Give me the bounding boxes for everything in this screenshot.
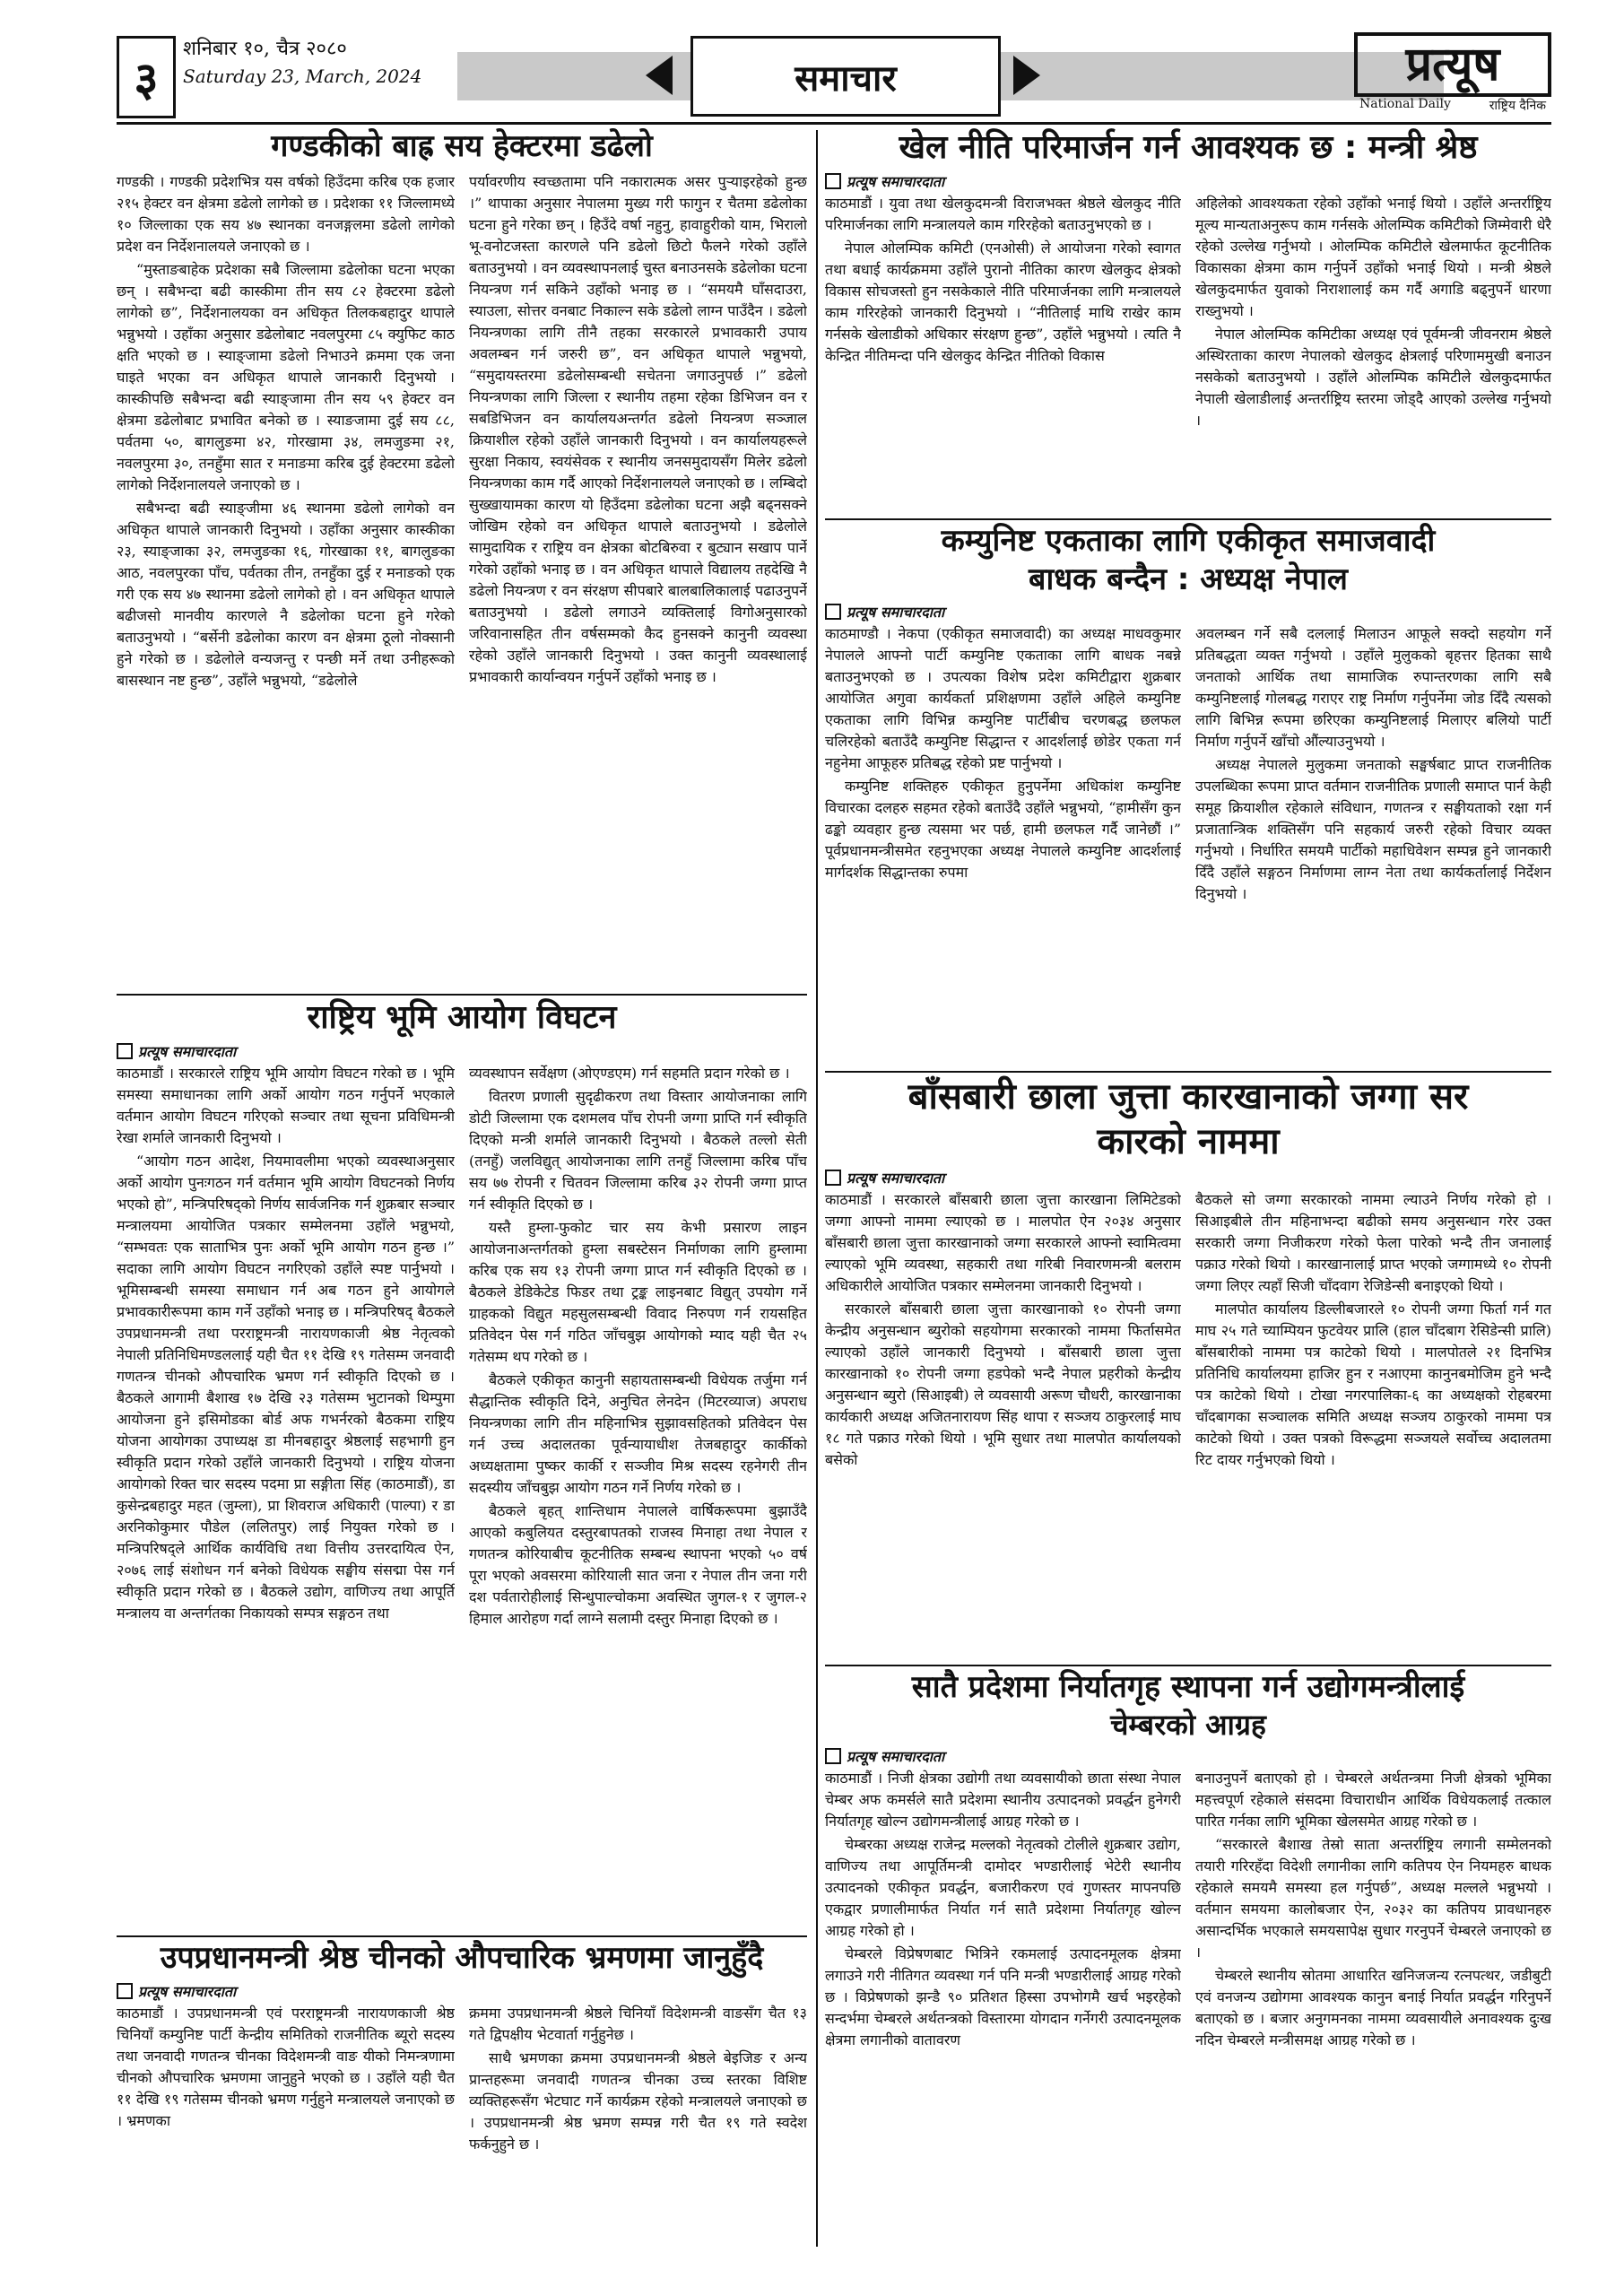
story-column xyxy=(117,2003,455,2254)
paragraph: क्रममा उपप्रधानमन्त्री श्रेष्ठले चिनियाँ विदेशमन्त्री वाङसँग चैत १३ गते द्विपक्षीय भेटवार्ता गर्नुहुनेछ । xyxy=(469,2004,807,2043)
paragraph: अवलम्बन गर्ने सबै दललाई मिलाउन आफूले सक्दो सहयोग गर्ने प्रतिबद्धता व्यक्त गर्नुभयो । उहाँले मुलुकको बृहत्तर हितका साथै जनताको आर्थिक तथा सामाजिक रुपान्तरणका लागि सबै कम्युनिष्टलाई गोलबद्ध गराएर राष्ट्र निर्माण गर्नुपर्नेमा जोड दिँदै त्यसको लागि बिभिन्न रूपमा छरिएका कम्युनिष्टलाई मिलाएर बलियो पार्टी निर्माण गर्नुपर्ने खाँचो औंल्याउनुभयो । xyxy=(1195,625,1551,750)
checkbox-icon xyxy=(825,173,841,189)
story-column xyxy=(825,623,1181,1054)
left-arrow-icon xyxy=(646,56,673,95)
paragraph: वितरण प्रणाली सुदृढीकरण तथा विस्तार आयोजनाका लागि डोटी जिल्लामा एक दशमलव पाँच रोपनी जग्गा प्राप्ति गर्न स्वीकृति दिएको मन्त्री शर्माले जानकारी दिनुभयो । बैठकले तल्लो सेती (तनहुँ) जलविद्युत् आयोजनाका लागि तनहुँ जिल्लामा करिब पाँच सय ७७ रोपनी र चितवन जिल्लामा करिब ३२ रोपनी जग्गा प्राप्त गर्न स्वीकृति दिएको छ । xyxy=(469,1088,807,1213)
story-bhumi xyxy=(117,997,807,1935)
date-nepali: शनिबार १०, चैत्र २०८० xyxy=(183,38,347,60)
byline: प्रत्यूष समाचारदाता xyxy=(825,171,1551,191)
paragraph: व्यवस्थापन सर्वेक्षण (ओएण्डएम) गर्न सहमति प्रदान गरेको छ । xyxy=(469,1065,790,1082)
paragraph: काठमाडौं । युवा तथा खेलकुदमन्त्री विराजभक्त श्रेष्ठले खेलकुद नीति परिमार्जनका लागि मन्त्रालयले काम गरिरहेको बताउनुभएको छ । xyxy=(825,195,1181,233)
paragraph: काठमाडौं । उपप्रधानमन्त्री एवं परराष्ट्रमन्त्री नारायणकाजी श्रेष्ठ चिनियाँ कम्युनिष्ट पार्टी केन्द्रीय समितिको राजनीतिक ब्यूरो सदस्य तथा जनवादी गणतन्त्र चीनका विदेशमन्त्री वाङ यीको निमन्त्रणामा चीनको औपचारिक भ्रमणमा जानुहुने भएको छ । उहाँले यही चैत ११ देखि १९ गतेसम्म चीनको भ्रमण गर्नुहुने मन्त्रालयले जनाएको छ । भ्रमणका xyxy=(117,2004,455,2129)
story-headline-line2: कारको नाममा xyxy=(1097,1121,1280,1162)
story-headline: राष्ट्रिय भूमि आयोग विघटन xyxy=(307,999,617,1036)
story-khel xyxy=(825,127,1551,517)
paragraph: बनाउनुपर्ने बताएको हो । चेम्बरले अर्थतन्त्रमा निजी क्षेत्रको भूमिका महत्त्वपूर्ण रहेकाले संसदमा विचाराधीन आर्थिक विधेयकलाई तत्काल पारित गर्नका लागि भूमिका खेलसमेत आग्रह गरेको छ । xyxy=(1195,1769,1551,1830)
section-title: समाचार xyxy=(690,36,1001,117)
story-upapradhan xyxy=(117,1939,807,2262)
paragraph: चेम्बरले स्थानीय स्रोतमा आधारित खनिजजन्य रत्नपत्थर, जडीबुटी एवं वनजन्य उद्योगमा आवश्यक कानुन बनाई निर्यात प्रवर्द्धन गरिनुपर्ने बताएको छ । बजार अनुगमनका नाममा व्यवसायीले अनावश्यक दुःख नदिन चेम्बरले मन्त्रीसमक्ष आग्रह गरेको छ । xyxy=(1195,1966,1551,2048)
byline: प्रत्यूष समाचारदाता xyxy=(117,1041,807,1061)
story-headline: उपप्रधानमन्त्री श्रेष्ठ चीनको औपचारिक भ्रमणमा जानुहुँदै xyxy=(160,1940,764,1976)
story-separator xyxy=(117,1935,807,1937)
paragraph: काठमाडौं । निजी क्षेत्रका उद्योगी तथा व्यवसायीको छाता संस्था नेपाल चेम्बर अफ कमर्सले सातै प्रदेशमा स्थानीय उत्पादनको प्रवर्द्धन हुनेगरी निर्यातगृह खोल्न उद्योगमन्त्रीलाई आग्रह गरेको छ । xyxy=(825,1769,1181,1830)
story-separator xyxy=(825,1665,1551,1666)
story-column xyxy=(825,1768,1181,2248)
logo-sub-nepali: राष्ट्रिय दैनिक xyxy=(1489,99,1546,113)
paragraph: सरकारले बाँसबारी छाला जुत्ता कारखानाको १० रोपनी जग्गा केन्द्रीय अनुसन्धान ब्युरोको सहयोगमा सरकारको नाममा फिर्तासमेत ल्याएको उहाँले जानकारी दिनुभयो । बाँसबारी छाला जुत्ता कारखानाको १० रोपनी जग्गा हडपेको भन्दै नेपाल प्रहरीको केन्द्रीय अनुसन्धान ब्युरो (सिआइबी) ले व्यवसायी अरूण चौधरी, कारखानाका कार्यकारी अध्यक्ष अजितनारायण सिंह थापा र सञ्जय ठाकुरलाई माघ १८ गते पक्राउ गरेको थियो । भूमि सुधार तथा मालपोत कार्यालयको बसेको xyxy=(825,1300,1181,1468)
story-column xyxy=(117,1063,455,1924)
column-divider xyxy=(816,130,818,2247)
paragraph: नेपाल ओलम्पिक कमिटी (एनओसी) ले आयोजना गरेको स्वागत तथा बधाई कार्यक्रममा उहाँले पुरानो नीतिका कारण खेलकुद क्षेत्रको विकास सोचजस्तो हुन नसकेकाले नीति परिमार्जनका लागि मन्त्रालयले काम गरिरहेको जानकारी दिनुभयो । “नीतिलाई माथि राखेर काम गर्नसके खेलाडीको अधिकार संरक्षण हुन्छ”, उहाँले भन्नुभयो । त्यति नै केन्द्रित नीतिमन्दा पनि खेलकुद केन्द्रित नीतिको विकास xyxy=(825,239,1181,364)
story-headline: गण्डकीको बाह्र सय हेक्टरमा डढेलो xyxy=(271,128,653,164)
paragraph: गण्डकी । गण्डकी प्रदेशभित्र यस वर्षको हिउँदमा करिब एक हजार २१५ हेक्टर वन क्षेत्रमा डढेलो लागेको छ । प्रदेशका ११ जिल्लामध्ये १० जिल्लाका एक सय ४७ स्थानका वनजङ्गलमा डढेलो लागेको प्रदेश वन निर्देशनालयले जनाएको छ । xyxy=(117,172,455,255)
story-column xyxy=(1195,1768,1551,2248)
paragraph: सबैभन्दा बढी स्याङ्जीमा ४६ स्थानमा डढेलो लागेको वन अधिकृत थापाले जानकारी दिनुभयो । उहाँका अनुसार कास्कीका २३, स्याङ्जाका ३२, लमजुङका १६, गोरखाका ११, बागलुङका आठ, नवलपुरका पाँच, पर्वतका तीन, तनहुँका दुई र मनाङको एक गरी एक सय ४७ स्थानमा डढेलो लागेको हो । वन अधिकृत थापाले बढीजसो मानवीय कारणले नै डढेलोका घटना हुने गरेको बताउनुभयो । “बर्सेनी डढेलोका कारण वन क्षेत्रमा ठूलो नोक्सानी हुने गरेको छ । डढेलोले वन्यजन्तु र पन्छी मर्ने तथा उनीहरूको बासस्थान नष्ट हुन्छ”, उहाँले भन्नुभयो, “डढेलोले xyxy=(117,499,455,689)
story-column xyxy=(1195,1189,1551,1651)
logo-sub-english: National Daily xyxy=(1359,97,1451,111)
paragraph: बैठकले सो जग्गा सरकारको नाममा ल्याउने निर्णय गरेको हो । सिआइबीले तीन महिनाभन्दा बढीको समय अनुसन्धान गरेर उक्त सरकारी जग्गा निजीकरण गरेको फेला पारेको भन्दै तीन जनालाई पक्राउ गरेको थियो । कारखानालाई प्राप्त भएको जग्गामध्ये १० रोपनी जग्गा लिएर त्यहाँ सिजी चाँदवाग रेजिडेन्सी बनाइएको थियो । xyxy=(1195,1191,1551,1294)
paragraph: पर्यावरणीय स्वच्छतामा पनि नकारात्मक असर पुऱ्याइरहेको हुन्छ ।” थापाका अनुसार नेपालमा मुख्य गरी फागुन र चैतमा डढेलोका घटना हुने गरेका छन् । हिउँदे वर्षा नहुनु, हावाहुरीको याम, भिरालो भू-वनोटजस्ता कारणले पनि डढेलो छिटो फैलने गरेको उहाँले बताउनुभयो । वन व्यवस्थापनलाई चुस्त बनाउनसके डढेलोका घटना नियन्त्रण गर्न सकिने उहाँको भनाइ छ । “समयमै घाँसदाउरा, स्याउला, सोत्तर वनबाट निकाल्न सके डढेलो लाग्न पाउँदैन । डढेलो नियन्त्रणका लागि तीनै तहका सरकारले प्रभावकारी उपाय अवलम्बन गर्न जरुरी छ”, वन अधिकृत थापाले भन्नुभयो, “समुदायस्तरमा डढेलोसम्बन्धी सचेतना जगाउनुपर्छ ।” डढेलो नियन्त्रणका लागि जिल्ला र स्थानीय तहमा रहेका डिभिजन वन र सबडिभिजन वन कार्यालयअन्तर्गत डढेलो नियन्त्रण सञ्जाल क्रियाशील रहेको उहाँले जानकारी दिनुभयो । वन कार्यालयहरूले सुरक्षा निकाय, स्वयंसेवक र स्थानीय जनसमुदायसँग मिलेर डढेलो नियन्त्रणका काम गर्दै आएको निर्देशनालयले जनाएको छ । लम्बिदो सुख्खायामका कारण यो हिउँदमा डढेलोका घटना अझै बढ्नसक्ने जोखिम रहेको वन अधिकृत थापाले बताउनुभयो । डढेलोले सामुदायिक र राष्ट्रिय वन क्षेत्रका बोटबिरुवा र बुट्यान सखाप पार्ने गरेको उहाँको भनाइ छ । वन अधिकृत थापाले विद्यालय तहदेखि नै डढेलो नियन्त्रण र वन संरक्षण सीपबारे बालबालिकालाई पढाउनुपर्ने बताउनुभयो । डढेलो लगाउने व्यक्तिलाई विगोअनुसारको जरिवानासहित तीन वर्षसम्मको कैद हुनसक्ने कानुनी व्यवस्था रहेको उहाँले जानकारी दिनुभयो । उक्त कानुनी व्यवस्थालाई प्रभावकारी कार्यान्वयन गर्नुपर्ने उहाँको भनाइ छ । xyxy=(469,172,807,685)
logo-wordmark: प्रत्यूष xyxy=(1354,32,1551,97)
paragraph: बैठकले एकीकृत कानुनी सहायतासम्बन्धी विधेयक तर्जुमा गर्न सैद्धान्तिक स्वीकृति दिने, अनुचित लेनदेन (मिटरव्याज) अपराध नियन्त्रणका लागि तीन महिनाभित्र सुझावसहितको प्रतिवेदन पेस गर्न उच्च अदालतका पूर्वन्यायाधीश तेजबहादुर कार्कीको अध्यक्षतामा पुष्कर कार्की र सञ्जीव मिश्र सदस्य रहनेगरी तीन सदस्यीय जाँचबुझ आयोग गठन गर्ने निर्णय गरेको छ । xyxy=(469,1371,807,1496)
paragraph: अहिलेको आवश्यकता रहेको उहाँको भनाई थियो । उहाँले अन्तर्राष्ट्रिय मूल्य मान्यताअनुरूप काम गर्नसके ओलम्पिक कमिटीको जिम्मेवारी धेरै रहेको उल्लेख गर्नुभयो । ओलम्पिक कमिटीले खेलमार्फत कूटनीतिक विकासका क्षेत्रमा काम गर्नुपर्ने उहाँको भनाई थियो । मन्त्री श्रेष्ठले खेलकुदमार्फत युवाको निराशालाई कम गर्दै अगाडि बढ्नुपर्ने धारणा राख्नुभयो । xyxy=(1195,195,1551,319)
story-column xyxy=(469,2003,807,2254)
story-separator xyxy=(825,518,1551,520)
newspaper-logo xyxy=(1354,32,1551,118)
story-column xyxy=(469,1063,807,1924)
story-column xyxy=(469,171,807,978)
paragraph: “मुस्ताङबाहेक प्रदेशका सबै जिल्लामा डढेलोका घटना भएका छन् । सबैभन्दा बढी कास्कीमा तीन सय ८२ हेक्टरमा डढेलो लागेको छ”, निर्देशनालयका वन अधिकृत तिलकबहादुर थापाले भन्नुभयो । उहाँका अनुसार डढेलोबाट नवलपुरमा ८५ क्युफिट काठ क्षति भएको छ । स्याङ्जामा डढेलो निभाउने क्रममा एक जना घाइते भएका वन अधिकृत थापाले जानकारी दिनुभयो । कास्कीपछि सबैभन्दा बढी स्याङ्जामा तीन सय ५९ हेक्टर वन क्षेत्रमा डढेलोबाट प्रभावित बनेको छ । स्याङजामा दुई सय ८८, पर्वतमा ५०, बागलुङमा ४२, गोरखामा ३४, लमजुङमा २१, नवलपुरमा ३०, तनहुँमा सात र मनाङमा करिब दुई हेक्टरमा डढेलो लागेको निर्देशनालयले जनाएको छ । xyxy=(117,260,455,493)
story-headline-line2: बाधक बन्दैन : अध्यक्ष नेपाल xyxy=(1029,561,1348,597)
story-headline: सातै प्रदेशमा निर्यातगृह स्थापना गर्न उद्योगमन्त्रीलाई xyxy=(911,1669,1465,1705)
paragraph: साथै भ्रमणका क्रममा उपप्रधानमन्त्री श्रेष्ठले बेइजिङ र अन्य प्रान्तहरूमा जनवादी गणतन्त्र चीनका उच्च स्तरका विशिष्ट व्यक्तिहरूसँग भेटघाट गर्ने कार्यक्रम रहेको मन्त्रालयले जनाएको छ । उपप्रधानमन्त्री श्रेष्ठ भ्रमण सम्पन्न गरी चैत १९ गते स्वदेश फर्कनुहुने छ । xyxy=(469,2048,807,2152)
story-column xyxy=(117,171,455,978)
checkbox-icon xyxy=(825,1170,841,1186)
paragraph: मालपोत कार्यालय डिल्लीबजारले १० रोपनी जग्गा फिर्ता गर्न गत माघ २५ गते च्याम्पियन फुटवेयर प्रालि (हाल चाँदबाग रेसिडेन्सी प्रालि) बाँसबारीको नाममा पत्र काटेको थियो । मालपोतले २१ दिनभित्र प्रतिनिधि कार्यालयमा हाजिर हुन र नआएमा कानुनबमोजिम हुने भन्दै पत्र काटेको थियो । टोखा नगरपालिका-६ का अध्यक्षको रोहबरमा चाँदबागका सञ्चालक समिति अध्यक्ष सञ्जय ठाकुरको नाममा पत्र काटेको थियो । उक्त पत्रको विरूद्धमा सञ्जयले सर्वोच्च अदालतमा रिट दायर गर्नुभएको थियो । xyxy=(1195,1300,1551,1468)
story-column xyxy=(1195,193,1551,507)
story-headline-line2: चेम्बरको आग्रह xyxy=(1110,1707,1266,1742)
paragraph: अध्यक्ष नेपालले मुलुकमा जनताको सङ्घर्षबाट प्राप्त राजनीतिक उपलब्धिका रूपमा प्राप्त वर्तमान राजनीतिक प्रणाली समाप्त पार्न केही समूह क्रियाशील रहेकाले संविधान, गणतन्त्र र सङ्घीयताको रक्षा गर्न प्रजातान्त्रिक शक्तिसँग पनि सहकार्य जरुरी रहेको विचार व्यक्त गर्नुभयो । निर्धारित समयमै पार्टीको महाधिवेशन सम्पन्न हुने जानकारी दिँदै उहाँले सङ्गठन निर्माणमा लाग्न नेता तथा कार्यकर्तालाई निर्देशन दिनुभयो । xyxy=(1195,756,1551,902)
paragraph: काठमाडौं । सरकारले राष्ट्रिय भूमि आयोग विघटन गरेको छ । भूमि समस्या समाधानका लागि अर्को आयोग गठन गर्नुपर्ने भएकाले वर्तमान आयोग विघटन गरिएको सञ्चार तथा सूचना प्रविधिमन्त्री रेखा शर्माले जानकारी दिनुभयो । xyxy=(117,1065,455,1146)
checkbox-icon xyxy=(117,1983,133,1999)
date-box xyxy=(176,36,452,113)
masthead-rule xyxy=(117,122,1551,125)
story-gandaki xyxy=(117,127,807,993)
story-separator xyxy=(117,994,807,996)
story-communist xyxy=(825,522,1551,1069)
byline: प्रत्यूष समाचारदाता xyxy=(825,1168,1551,1187)
checkbox-icon xyxy=(825,1748,841,1764)
story-column xyxy=(825,1189,1181,1651)
paragraph: काठमाडौं । सरकारले बाँसबारी छाला जुत्ता कारखाना लिमिटेडको जग्गा आफ्नो नाममा ल्याएको छ । मालपोत ऐन २०३४ अनुसार बाँसबारी छाला जुत्ता कारखानाको जग्गा सरकारले आफ्नो स्वामित्वमा ल्याएको भूमि व्यवस्था, सहकारी तथा गरिबी निवारणमन्त्री बलराम अधिकारीले आयोजित पत्रकार सम्मेलनमा जानकारी दिनुभयो । xyxy=(825,1191,1181,1294)
checkbox-icon xyxy=(117,1043,133,1059)
byline: प्रत्यूष समाचारदाता xyxy=(117,1981,807,2001)
paragraph: चेम्बरका अध्यक्ष राजेन्द्र मल्लको नेतृत्वको टोलीले शुक्रबार उद्योग, वाणिज्य तथा आपूर्तिमन्त्री दामोदर भण्डारीलाई भेटेरी स्थानीय उत्पादनको एकीकृत प्रवर्द्धन, बजारीकरण एवं गुणस्तर मापनपछि एकद्वार प्रणालीमार्फत निर्यात गर्न सातै प्रदेशमा निर्यातगृह खोल्न आग्रह गरेको हो । xyxy=(825,1835,1181,1939)
paragraph: यस्तै हुम्ला-फुकोट चार सय केभी प्रसारण लाइन आयोजनाअन्तर्गतको हुम्ला सबस्टेसन निर्माणका लागि हुम्लामा करिब एक सय १३ रोपनी जग्गा प्राप्त गर्न स्वीकृति दिएको छ । बैठकले डेडिकेटेड फिडर तथा ट्रङ्क लाइनबाट विद्युत् उपयोग गर्ने ग्राहकको विद्युत महसुलसम्बन्धी विवाद निरुपण गर्न रायसहित प्रतिवेदन पेस गर्न गठित जाँचबुझ आयोगको म्याद यही चैत २५ गतेसम्म थप गरेको छ । xyxy=(469,1219,807,1365)
story-headline: खेल नीति परिमार्जन गर्न आवश्यक छ : मन्त्री श्रेष्ठ xyxy=(899,129,1478,166)
byline: प्रत्यूष समाचारदाता xyxy=(825,602,1551,622)
masthead xyxy=(117,36,1551,118)
story-column xyxy=(1195,623,1551,1054)
story-bansbari xyxy=(825,1074,1551,1662)
checkbox-icon xyxy=(825,604,841,620)
story-column xyxy=(825,193,1181,507)
paragraph: बैठकले बृहत् शान्तिधाम नेपालले वार्षिकरूपमा बुझाउँदै आएको कबुलियत दस्तुरबापतको राजस्व मिनाहा तथा नेपाल र गणतन्त्र कोरियाबीच कूटनीतिक सम्बन्ध स्थापना भएको ५० वर्ष पूरा भएको अवसरमा कोरियाली सात जना र नेपाल तीन जना गरी दश पर्वतारोहीलाई सिन्धुपाल्चोकमा अवस्थित जुगल-१ र जुगल-२ हिमाल आरोहण गर्दा लाग्ने सलामी दस्तुर मिनाहा दिएको छ । xyxy=(469,1502,807,1627)
date-english: Saturday 23, March, 2024 xyxy=(183,65,422,87)
paragraph: चेम्बरले विप्रेषणबाट भित्रिने रकमलाई उत्पादनमूलक क्षेत्रमा लगाउने गरी नीतिगत व्यवस्था गर्न पनि मन्त्री भण्डारीलाई आग्रह गरेको छ । विप्रेषणको झन्डै ९० प्रतिशत हिस्सा उपभोगमै खर्च भइरहेको सन्दर्भमा चेम्बरले अर्थतन्त्रको विस्तारमा योगदान गर्नेगरी उत्पादनमूलक क्षेत्रमा लगानीको वातावरण xyxy=(825,1944,1181,2048)
story-separator xyxy=(825,1071,1551,1073)
story-headline: कम्युनिष्ट एकताका लागि एकीकृत समाजवादी xyxy=(941,523,1436,559)
right-arrow-icon xyxy=(1013,56,1040,95)
paragraph: काठमाण्डौ । नेकपा (एकीकृत समाजवादी) का अध्यक्ष माधवकुमार नेपालले आफ्नो पार्टी कम्युनिष्ट एकताका लागि बाधक नबन्ने बताउनुभएको छ । उपत्यका विशेष प्रदेश कमिटीद्वारा शुक्रबार आयोजित अगुवा कार्यकर्ता प्रशिक्षणमा उहाँले अहिले कम्युनिष्ट एकताका लागि विभिन्न कम्युनिष्ट पार्टीबीच चरणबद्ध छलफल चलिरहेको बताउँदै कम्युनिष्ट सिद्धान्त र आदर्शलाई छोडेर एकता गर्न नहुनेमा आफूहरु प्रतिबद्ध रहेको प्रष्ट पार्नुभयो । xyxy=(825,625,1181,771)
page-number: ३ xyxy=(117,36,176,118)
story-niryat xyxy=(825,1668,1551,2265)
paragraph: “आयोग गठन आदेश, नियमावलीमा भएको व्यवस्थाअनुसार अर्को आयोग पुनःगठन गर्न वर्तमान भूमि आयोग विघटनको निर्णय भएको हो”, मन्त्रिपरिषद्को निर्णय सार्वजनिक गर्न शुक्रबार सञ्चार मन्त्रालयमा आयोजित पत्रकार सम्मेलनमा उहाँले भन्नुभयो, “सम्भवतः एक साताभित्र पुनः अर्को भूमि आयोग गठन हुन्छ ।” सदाका लागि आयोग विघटन नगरिएको उहाँले स्पष्ट पार्नुभयो । भूमिसम्बन्धी समस्या समाधान गर्न अब गठन हुने आयोगले प्रभावकारीरूपमा काम गर्ने उहाँको भनाइ छ । मन्त्रिपरिषद् बैठकले उपप्रधानमन्त्री तथा परराष्ट्रमन्त्री नारायणकाजी श्रेष्ठ नेतृत्वको नेपाली प्रतिनिधिमण्डललाई यही चैत ११ देखि १९ गतेसम्म जनवादी गणतन्त्र चीनको औपचारिक भ्रमण गर्न स्वीकृति दिएको छ । बैठकले आगामी बैशाख १७ देखि २३ गतेसम्म भुटानको थिम्पुमा आयोजना हुने इसिमोडका बोर्ड अफ गभर्नरको बैठकमा राष्ट्रिय योजना आयोगका उपाध्यक्ष डा मीनबहादुर श्रेष्ठलाई सहभागी हुन स्वीकृति प्रदान गरेको उहाँले जानकारी दिनुभयो । राष्ट्रिय योजना आयोगको रिक्त चार सदस्य पदमा प्रा सङ्गीता सिंह (काठमाडौं), डा कुसेन्द्रबहादुर महत (जुम्ला), प्रा शिवराज अधिकारी (पाल्पा) र डा अरनिकोकुमार पौडेल (ललितपुर) लाई नियुक्त गरेको छ । मन्त्रिपरिषद्ले आर्थिक कार्यविधि तथा वित्तीय उत्तरदायित्व ऐन, २०७६ लाई संशोधन गर्न बनेको विधेयक सङ्घीय संसद्मा पेस गर्न स्वीकृति प्रदान गरेको छ । बैठकले उद्योग, वाणिज्य तथा आपूर्ति मन्त्रालय वा अन्तर्गतका निकायको सम्पत्र सङ्गठन तथा xyxy=(117,1152,455,1622)
paragraph: नेपाल ओलम्पिक कमिटीका अध्यक्ष एवं पूर्वमन्त्री जीवनराम श्रेष्ठले अस्थिरताका कारण नेपालको खेलकुद क्षेत्रलाई परिणाममुखी बनाउन नसकेको बताउनुभयो । उहाँले ओलम्पिक कमिटीले खेलकुदमार्फत नेपाली खेलाडीलाई अन्तर्राष्ट्रिय स्तरमा जोड्दै आएको उल्लेख गर्नुभयो । xyxy=(1195,326,1551,429)
paragraph: “सरकारले बैशाख तेस्रो साता अन्तर्राष्ट्रिय लगानी सम्मेलनको तयारी गरिरहँदा विदेशी लगानीका लागि कतिपय ऐन नियमहरु बाधक रहेकाले समयमै समस्या हल गर्नुपर्छ”, अध्यक्ष मल्लले भन्नुभयो । वर्तमान समयमा कालोबजार ऐन, २०३२ का कतिपय प्रावधानहरु असान्दर्भिक भएकाले समयसापेक्ष सुधार गरनुपर्ने चेम्बरले जनाएको छ । xyxy=(1195,1835,1551,1961)
byline: प्रत्यूष समाचारदाता xyxy=(825,1746,1551,1766)
paragraph: कम्युनिष्ट शक्तिहरु एकीकृत हुनुपर्नेमा अधिकांश कम्युनिष्ट विचारका दलहरु सहमत रहेको बताउँदै उहाँले भन्नुभयो, “हामीसँग कुन ढङ्को व्यवहार हुन्छ त्यसमा भर पर्छ, हामी छलफल गर्दै जानेछौं ।” पूर्वप्रधानमन्त्रीसमेत रहनुभएका अध्यक्ष नेपालले कम्युनिष्ट आदर्शलाई मार्गदर्शक सिद्धान्तका रुपमा xyxy=(825,778,1181,881)
story-headline: बाँसबारी छाला जुत्ता कारखानाको जग्गा सर xyxy=(908,1076,1469,1118)
